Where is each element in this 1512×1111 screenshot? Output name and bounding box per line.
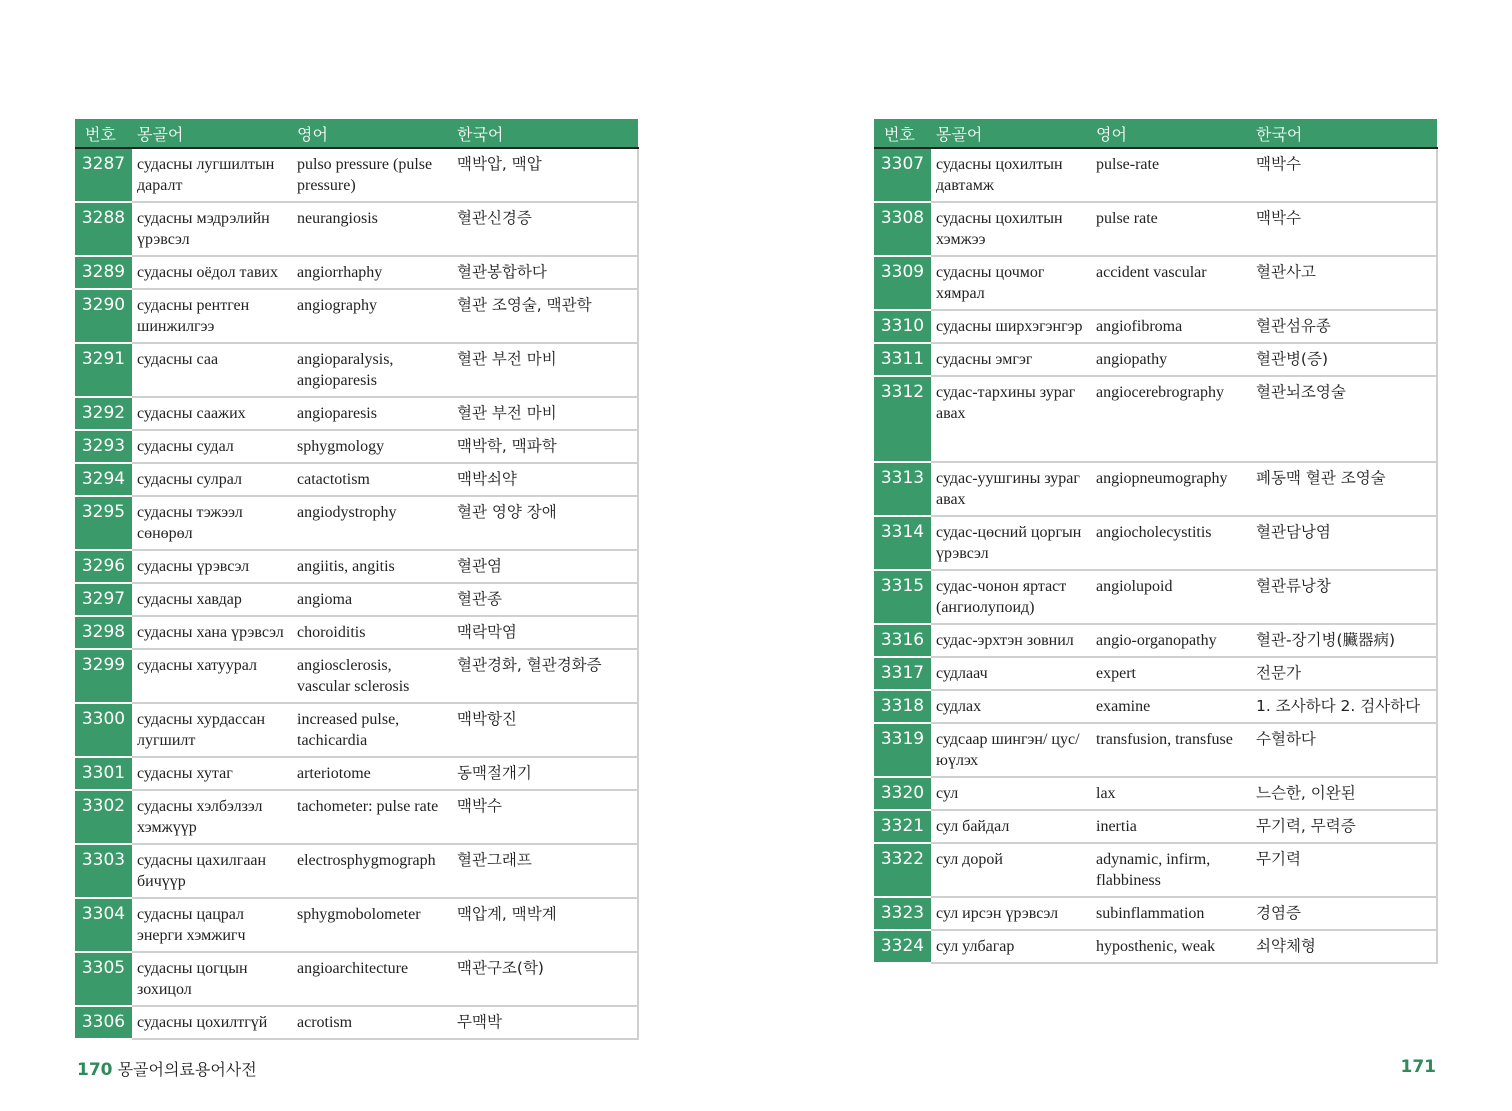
korean-term: 혈관뇌조영술 — [1251, 376, 1437, 462]
mongolian-term: сул байдал — [931, 810, 1091, 843]
footer-left — [77, 1057, 257, 1080]
entry-number: 3301 — [75, 757, 132, 790]
entry-number: 3299 — [75, 649, 132, 703]
mongolian-term: судасны тэжээл сөнөрөл — [132, 496, 292, 550]
english-term: angioma — [292, 583, 452, 616]
mongolian-term: судасны хурдассан лугшилт — [132, 703, 292, 757]
korean-term: 혈관 조영술, 맥관학 — [452, 289, 638, 343]
korean-term: 맥압계, 맥박계 — [452, 898, 638, 952]
header-korean: 한국어 — [452, 119, 638, 148]
english-term: catactotism — [292, 463, 452, 496]
korean-term: 혈관봉합하다 — [452, 256, 638, 289]
korean-term: 혈관류낭창 — [1251, 570, 1437, 624]
header-mongolian: 몽골어 — [132, 119, 292, 148]
table-row — [874, 148, 1437, 202]
table-row — [874, 570, 1437, 624]
english-term: arteriotome — [292, 757, 452, 790]
korean-term: 느슨한, 이완된 — [1251, 777, 1437, 810]
english-term: angiolupoid — [1091, 570, 1251, 624]
entry-number: 3320 — [874, 777, 931, 810]
mongolian-term: судасны хутаг — [132, 757, 292, 790]
entry-number: 3293 — [75, 430, 132, 463]
entry-number: 3308 — [874, 202, 931, 256]
english-term: angiography — [292, 289, 452, 343]
entry-number: 3316 — [874, 624, 931, 657]
english-term: accident vascular — [1091, 256, 1251, 310]
korean-term: 혈관그래프 — [452, 844, 638, 898]
english-term: acrotism — [292, 1006, 452, 1039]
table-row — [75, 757, 638, 790]
entry-number: 3317 — [874, 657, 931, 690]
entry-number: 3296 — [75, 550, 132, 583]
table-row — [874, 810, 1437, 843]
korean-term: 수혈하다 — [1251, 723, 1437, 777]
english-term: angiocholecystitis — [1091, 516, 1251, 570]
english-term: angiofibroma — [1091, 310, 1251, 343]
english-term: adynamic, infirm, flabbiness — [1091, 843, 1251, 897]
table-row — [75, 952, 638, 1006]
table-row — [874, 516, 1437, 570]
entry-number: 3318 — [874, 690, 931, 723]
korean-term: 경염증 — [1251, 897, 1437, 930]
english-term: angiodystrophy — [292, 496, 452, 550]
header-num: 번호 — [874, 119, 931, 148]
table-row — [874, 256, 1437, 310]
header-mongolian: 몽골어 — [931, 119, 1091, 148]
mongolian-term: судасны үрэвсэл — [132, 550, 292, 583]
entry-number: 3304 — [75, 898, 132, 952]
korean-term: 1. 조사하다 2. 검사하다 — [1251, 690, 1437, 723]
entry-number: 3319 — [874, 723, 931, 777]
table-header — [874, 119, 1437, 148]
mongolian-term: судас-цөсний цоргын үрэвсэл — [931, 516, 1091, 570]
english-term: inertia — [1091, 810, 1251, 843]
entry-number: 3306 — [75, 1006, 132, 1039]
mongolian-term: судасны лугшилтын даралт — [132, 148, 292, 202]
english-term: hyposthenic, weak — [1091, 930, 1251, 963]
entry-number: 3310 — [874, 310, 931, 343]
english-term: pulso pressure (pulse pressure) — [292, 148, 452, 202]
left-column — [75, 119, 638, 1040]
entry-number: 3294 — [75, 463, 132, 496]
table-row — [75, 1006, 638, 1039]
terms-table-right — [874, 119, 1438, 964]
table-row — [75, 550, 638, 583]
entry-number: 3288 — [75, 202, 132, 256]
korean-term: 맥박수 — [1251, 202, 1437, 256]
korean-term: 혈관 부전 마비 — [452, 397, 638, 430]
table-row — [874, 202, 1437, 256]
mongolian-term: судасны хатуурал — [132, 649, 292, 703]
english-term: tachometer: pulse rate — [292, 790, 452, 844]
mongolian-term: судасны цохилтгүй — [132, 1006, 292, 1039]
mongolian-term: судасны хана үрэвсэл — [132, 616, 292, 649]
table-row — [75, 148, 638, 202]
table-row — [75, 616, 638, 649]
korean-term: 쇠약체형 — [1251, 930, 1437, 963]
table-row — [874, 897, 1437, 930]
entry-number: 3321 — [874, 810, 931, 843]
right-column — [874, 119, 1437, 964]
table-row — [75, 343, 638, 397]
table-row — [874, 723, 1437, 777]
entry-number: 3287 — [75, 148, 132, 202]
mongolian-term: судасны цогцын зохицол — [132, 952, 292, 1006]
mongolian-term: судасны саажих — [132, 397, 292, 430]
table-row — [874, 343, 1437, 376]
korean-term: 혈관사고 — [1251, 256, 1437, 310]
korean-term: 혈관종 — [452, 583, 638, 616]
terms-table-left — [75, 119, 639, 1040]
english-term: electrosphygmograph — [292, 844, 452, 898]
entry-number: 3307 — [874, 148, 931, 202]
mongolian-term: судасны рентген шинжилгээ — [132, 289, 292, 343]
entry-number: 3313 — [874, 462, 931, 516]
mongolian-term: судлаач — [931, 657, 1091, 690]
table-row — [874, 777, 1437, 810]
mongolian-term: судасны оёдол тавих — [132, 256, 292, 289]
table-header — [75, 119, 638, 148]
header-korean: 한국어 — [1251, 119, 1437, 148]
table-row — [75, 703, 638, 757]
english-term: transfusion, transfuse — [1091, 723, 1251, 777]
entry-number: 3298 — [75, 616, 132, 649]
entry-number: 3315 — [874, 570, 931, 624]
english-term: examine — [1091, 690, 1251, 723]
mongolian-term: судас-чонон яртаст (ангиолупоид) — [931, 570, 1091, 624]
english-term: angioparesis — [292, 397, 452, 430]
english-term: pulse-rate — [1091, 148, 1251, 202]
korean-term: 무기력, 무력증 — [1251, 810, 1437, 843]
mongolian-term: судасны мэдрэлийн үрэвсэл — [132, 202, 292, 256]
english-term: angiitis, angitis — [292, 550, 452, 583]
table-row — [874, 310, 1437, 343]
mongolian-term: судасны эмгэг — [931, 343, 1091, 376]
footer-right — [1401, 1057, 1437, 1077]
table-row — [75, 790, 638, 844]
entry-number: 3300 — [75, 703, 132, 757]
book-title: 몽골어의료용어사전 — [117, 1060, 257, 1079]
table-body-left — [75, 148, 638, 1039]
table-body-right — [874, 148, 1437, 963]
table-row — [75, 583, 638, 616]
english-term: angiopneumography — [1091, 462, 1251, 516]
mongolian-term: судас-тархины зураг авах — [931, 376, 1091, 462]
mongolian-term: судасны цахилгаан бичүүр — [132, 844, 292, 898]
table-row — [874, 624, 1437, 657]
korean-term: 폐동맥 혈관 조영술 — [1251, 462, 1437, 516]
page-number-left: 170 — [77, 1060, 113, 1080]
english-term: lax — [1091, 777, 1251, 810]
table-row — [874, 462, 1437, 516]
header-english: 영어 — [1091, 119, 1251, 148]
entry-number: 3324 — [874, 930, 931, 963]
english-term: angioparalysis, angioparesis — [292, 343, 452, 397]
entry-number: 3305 — [75, 952, 132, 1006]
table-row — [75, 844, 638, 898]
english-term: angio-organopathy — [1091, 624, 1251, 657]
page-number-right: 171 — [1400, 1057, 1436, 1077]
english-term: pulse rate — [1091, 202, 1251, 256]
korean-term: 혈관병(증) — [1251, 343, 1437, 376]
english-term: angiorrhaphy — [292, 256, 452, 289]
entry-number: 3297 — [75, 583, 132, 616]
mongolian-term: сул улбагар — [931, 930, 1091, 963]
korean-term: 맥락막염 — [452, 616, 638, 649]
korean-term: 혈관 영양 장애 — [452, 496, 638, 550]
korean-term: 동맥절개기 — [452, 757, 638, 790]
korean-term: 맥박압, 맥압 — [452, 148, 638, 202]
korean-term: 맥박수 — [1251, 148, 1437, 202]
table-row — [75, 397, 638, 430]
entry-number: 3302 — [75, 790, 132, 844]
mongolian-term: судас-уушгины зураг авах — [931, 462, 1091, 516]
english-term: subinflammation — [1091, 897, 1251, 930]
table-row — [874, 657, 1437, 690]
korean-term: 맥박쇠약 — [452, 463, 638, 496]
korean-term: 혈관섬유종 — [1251, 310, 1437, 343]
table-row — [75, 202, 638, 256]
korean-term: 맥박수 — [452, 790, 638, 844]
korean-term: 혈관담낭염 — [1251, 516, 1437, 570]
entry-number: 3303 — [75, 844, 132, 898]
english-term: angiocerebrography — [1091, 376, 1251, 462]
table-row — [75, 256, 638, 289]
mongolian-term: судас-эрхтэн зовнил — [931, 624, 1091, 657]
english-term: angioarchitecture — [292, 952, 452, 1006]
entry-number: 3291 — [75, 343, 132, 397]
table-row — [75, 289, 638, 343]
english-term: increased pulse, tachicardia — [292, 703, 452, 757]
table-row — [874, 690, 1437, 723]
entry-number: 3289 — [75, 256, 132, 289]
table-row — [75, 430, 638, 463]
korean-term: 무맥박 — [452, 1006, 638, 1039]
mongolian-term: судлах — [931, 690, 1091, 723]
english-term: angiosclerosis, vascular sclerosis — [292, 649, 452, 703]
mongolian-term: судасны хавдар — [132, 583, 292, 616]
mongolian-term: судсаар шингэн/ цус/ юүлэх — [931, 723, 1091, 777]
entry-number: 3322 — [874, 843, 931, 897]
mongolian-term: судасны цацрал энерги хэмжигч — [132, 898, 292, 952]
korean-term: 맥박항진 — [452, 703, 638, 757]
korean-term: 맥박학, 맥파학 — [452, 430, 638, 463]
entry-number: 3311 — [874, 343, 931, 376]
english-term: expert — [1091, 657, 1251, 690]
english-term: sphygmobolometer — [292, 898, 452, 952]
korean-term: 전문가 — [1251, 657, 1437, 690]
mongolian-term: судасны саа — [132, 343, 292, 397]
entry-number: 3309 — [874, 256, 931, 310]
table-row — [75, 649, 638, 703]
english-term: neurangiosis — [292, 202, 452, 256]
table-row — [75, 463, 638, 496]
mongolian-term: судасны хэлбэлзэл хэмжүүр — [132, 790, 292, 844]
mongolian-term: сул дорой — [931, 843, 1091, 897]
mongolian-term: судасны цохилтын хэмжээ — [931, 202, 1091, 256]
header-num: 번호 — [75, 119, 132, 148]
mongolian-term: судасны судал — [132, 430, 292, 463]
table-row — [75, 898, 638, 952]
korean-term: 무기력 — [1251, 843, 1437, 897]
mongolian-term: судасны цочмог хямрал — [931, 256, 1091, 310]
table-row — [874, 843, 1437, 897]
english-term: choroiditis — [292, 616, 452, 649]
korean-term: 혈관염 — [452, 550, 638, 583]
mongolian-term: судасны ширхэгэнгэр — [931, 310, 1091, 343]
entry-number: 3312 — [874, 376, 931, 462]
korean-term: 혈관경화, 혈관경화증 — [452, 649, 638, 703]
korean-term: 맥관구조(학) — [452, 952, 638, 1006]
entry-number: 3295 — [75, 496, 132, 550]
entry-number: 3290 — [75, 289, 132, 343]
header-english: 영어 — [292, 119, 452, 148]
table-row — [75, 496, 638, 550]
korean-term: 혈관-장기병(臟器病) — [1251, 624, 1437, 657]
mongolian-term: сул ирсэн үрэвсэл — [931, 897, 1091, 930]
korean-term: 혈관신경증 — [452, 202, 638, 256]
english-term: angiopathy — [1091, 343, 1251, 376]
table-row — [874, 930, 1437, 963]
entry-number: 3323 — [874, 897, 931, 930]
mongolian-term: судасны сулрал — [132, 463, 292, 496]
entry-number: 3292 — [75, 397, 132, 430]
english-term: sphygmology — [292, 430, 452, 463]
entry-number: 3314 — [874, 516, 931, 570]
table-row — [874, 376, 1437, 462]
mongolian-term: судасны цохилтын давтамж — [931, 148, 1091, 202]
mongolian-term: сул — [931, 777, 1091, 810]
korean-term: 혈관 부전 마비 — [452, 343, 638, 397]
